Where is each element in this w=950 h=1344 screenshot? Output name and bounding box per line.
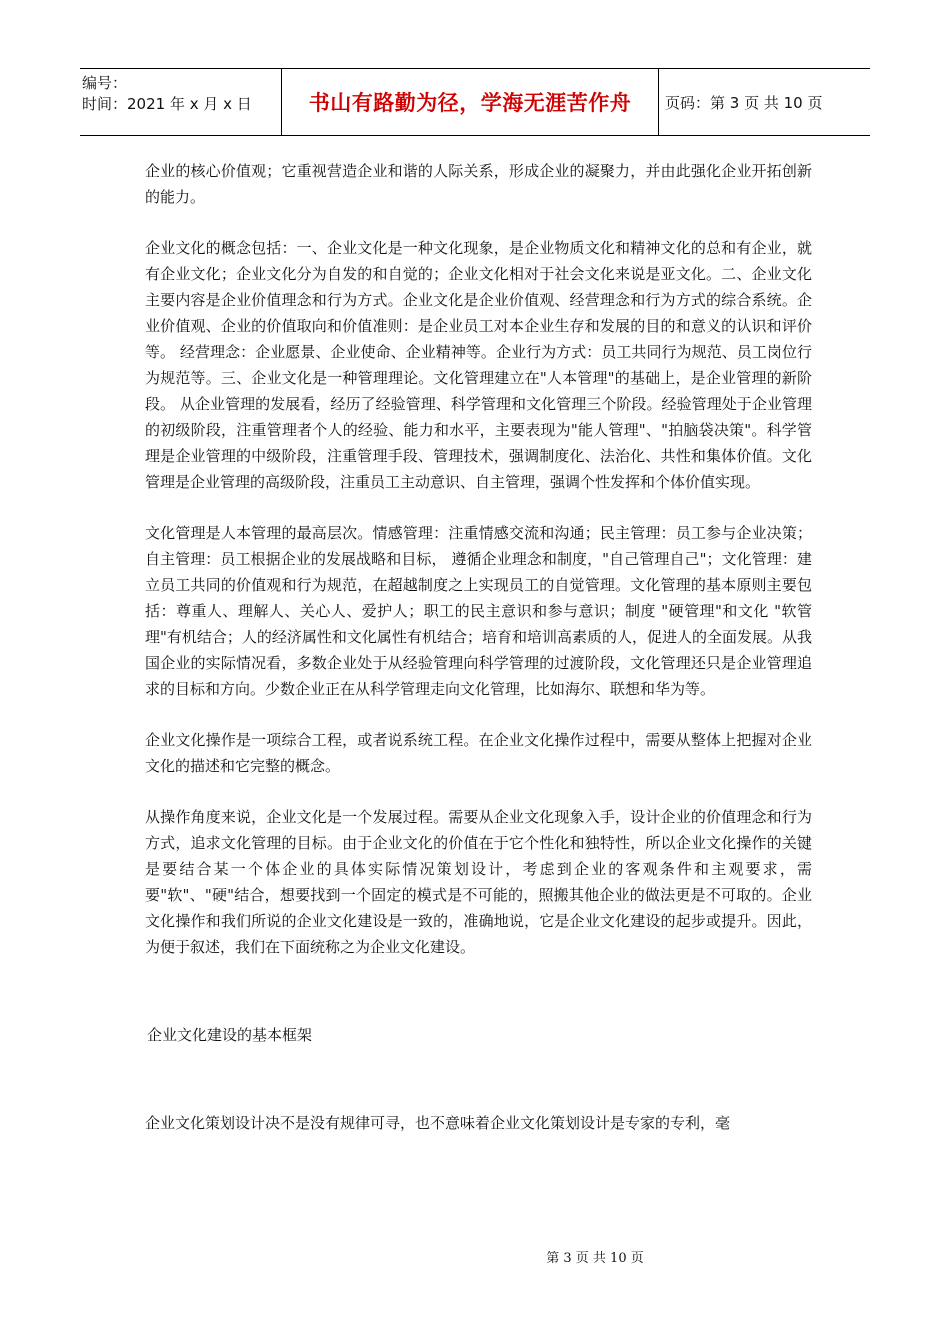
paragraph: 文化管理是人本管理的最高层次。情感管理：注重情感交流和沟通；民主管理：员工参与企业决策； 自主管理：员工根据企业的发展战略和目标， 遵循企业理念和制度，"自己管理自己"；文化管理：建立员工共同的价值观和行为规范，在超越制度之上实现员工的自觉管理。文化管理的基本原则主要包括：尊重人、理解人、关心人、爱护人；职工的民主意识和参与意识；制度 "硬管理"和文化 "软管理"有机结合；人的经济属性和文化属性有机结合；培育和培训高素质的人，促进人的全面发展。从我国企业的实际情况看，多数企业处于从经验管理向科学管理的过渡阶段，文化管理还只是企业管理追求的目标和方向。少数企业正在从科学管理走向文化管理，比如海尔、联想和华为等。 <box>145 524 812 698</box>
document-body <box>145 158 812 1161</box>
paragraph: 从操作角度来说，企业文化是一个发展过程。需要从企业文化现象入手，设计企业的价值理念和行为方式，追求文化管理的目标。由于企业文化的价值在于它个性化和独特性，所以企业文化操作的关键是要结合某一个体企业的具体实际情况策划设计，考虑到企业的客观条件和主观要求，需要"软"、"硬"结合，想要找到一个固定的模式是不可能的，照搬其他企业的做法更是不可取的。企业文化操作和我们所说的企业文化建设是一致的，准确地说，它是企业文化建设的起步或提升。因此，为便于叙述，我们在下面统称之为企业文化建设。 <box>145 808 812 956</box>
section-heading: 企业文化建设的基本框架 <box>147 1026 313 1044</box>
header-motto: 书山有路勤为径，学海无涯苦作舟 <box>282 69 659 135</box>
paragraph: 企业文化策划设计决不是没有规律可寻，也不意味着企业文化策划设计是专家的专利，毫 <box>145 1114 731 1132</box>
header-meta <box>80 69 282 135</box>
document-date: 时间：2021 年 x 月 x 日 <box>82 95 252 113</box>
paragraph: 企业文化操作是一项综合工程，或者说系统工程。在企业文化操作过程中，需要从整体上把握对企业文化的描述和它完整的概念。 <box>145 731 812 775</box>
paragraph: 企业文化的概念包括：一、企业文化是一种文化现象，是企业物质文化和精神文化的总和有企业，就有企业文化；企业文化分为自发的和自觉的；企业文化相对于社会文化来说是亚文化。二、企业文化主要内容是企业价值理念和行为方式。企业文化是企业价值观、经营理念和行为方式的综合系统。企业价值观、企业的价值取向和价值准则：是企业员工对本企业生存和发展的目的和意义的认识和评价等。 经营理念：企业愿景、企业使命、企业精神等。企业行为方式：员工共同行为规范、员工岗位行为规范等。三、企业文化是一种管理理论。文化管理建立在"人本管理"的基础上，是企业管理的新阶段。 从企业管理的发展看，经历了经验管理、科学管理和文化管理三个阶段。经验管理处于企业管理的初级阶段，注重管理者个人的经验、能力和水平，主要表现为"能人管理"、"拍脑袋决策"。科学管理是企业管理的中级阶段，注重管理手段、管理技术，强调制度化、法治化、共性和集体价值。文化管理是企业管理的高级阶段，注重员工主动意识、自主管理，强调个性发挥和个体价值实现。 <box>145 239 812 491</box>
document-number-label: 编号： <box>82 74 128 92</box>
paragraph: 企业的核心价值观；它重视营造企业和谐的人际关系，形成企业的凝聚力，并由此强化企业开拓创新的能力。 <box>145 162 812 206</box>
page-footer: 第 3 页 共 10 页 <box>546 1251 644 1266</box>
page-header <box>80 68 870 136</box>
header-page-info: 页码：第 3 页 共 10 页 <box>665 93 823 112</box>
